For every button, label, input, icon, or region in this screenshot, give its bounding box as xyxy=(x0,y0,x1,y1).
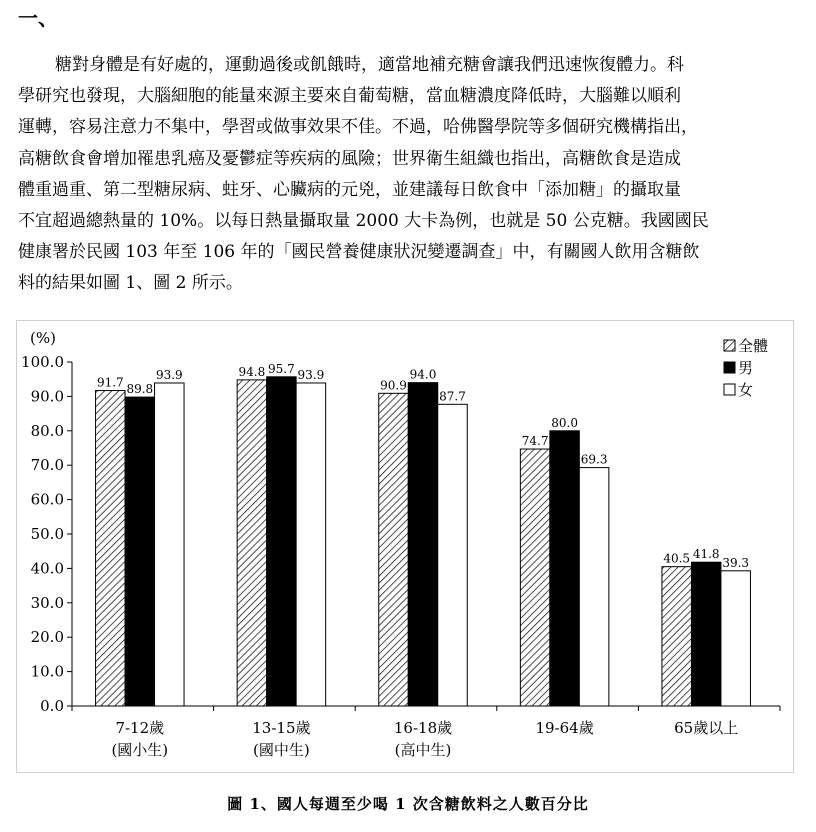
legend-swatch xyxy=(724,340,735,351)
y-tick-label: 70.0 xyxy=(30,456,64,475)
data-label: 40.5 xyxy=(663,551,691,566)
y-tick-label: 0.0 xyxy=(40,697,64,715)
legend-swatch xyxy=(724,362,735,373)
y-tick-label: 80.0 xyxy=(30,421,64,440)
x-tick-label: 65歲以上 xyxy=(674,719,739,737)
data-label: 93.9 xyxy=(297,367,325,382)
data-label: 94.8 xyxy=(238,364,266,379)
x-tick-label: 13-15歲 xyxy=(252,719,311,737)
x-tick-label: 19-64歲 xyxy=(535,719,594,737)
bar-男 xyxy=(125,397,155,706)
y-tick-label: 90.0 xyxy=(30,387,64,406)
y-tick-label: 10.0 xyxy=(30,662,64,681)
legend-label: 女 xyxy=(738,381,754,399)
paragraph-line: 體重過重、第二型糖尿病、蛀牙、心臟病的元兇，並建議每日飲食中「添加糖」的攝取量 xyxy=(18,179,681,200)
legend-label: 男 xyxy=(738,359,754,377)
bar-男 xyxy=(267,377,297,706)
data-label: 74.7 xyxy=(521,434,549,449)
data-label: 39.3 xyxy=(722,555,750,570)
x-tick-label: 7-12歲 xyxy=(115,719,165,737)
paragraph-line: 高糖飲食會增加罹患乳癌及憂鬱症等疾病的風險；世界衛生組織也指出，高糖飲食是造成 xyxy=(18,148,681,169)
paragraph-line: 學研究也發現，大腦細胞的能量來源主要來自葡萄糖，當血糖濃度降低時，大腦難以順利 xyxy=(18,86,681,107)
data-label: 69.3 xyxy=(580,452,608,467)
figure-caption: 圖 1、國人每週至少喝 1 次含糖飲料之人數百分比 xyxy=(227,795,589,813)
bar-女 xyxy=(438,404,468,706)
legend-label: 全體 xyxy=(738,337,769,355)
bar-女 xyxy=(579,468,609,706)
x-tick-label: 16-18歲 xyxy=(393,719,453,737)
data-label: 93.9 xyxy=(155,367,183,382)
bar-男 xyxy=(550,431,580,706)
y-tick-label: 100.0 xyxy=(21,353,64,371)
y-tick-label: 30.0 xyxy=(30,593,64,612)
y-axis-label: (%) xyxy=(30,329,56,347)
bar-女 xyxy=(296,383,326,706)
x-tick-label-sub: (國中生) xyxy=(253,741,310,759)
data-label: 94.0 xyxy=(409,367,437,382)
bar-全體 xyxy=(379,393,409,706)
x-tick-label-sub: (國小生) xyxy=(111,741,169,759)
data-label: 41.8 xyxy=(692,547,720,562)
section-heading: 一、 xyxy=(18,6,58,30)
bar-女 xyxy=(721,571,751,706)
data-label: 89.8 xyxy=(126,382,154,397)
bar-女 xyxy=(155,383,185,706)
y-tick-label: 40.0 xyxy=(30,559,64,578)
bar-全體 xyxy=(96,391,126,706)
bar-全體 xyxy=(237,380,267,706)
data-label: 80.0 xyxy=(551,415,578,430)
paragraph-line: 健康署於民國 103 年至 106 年的「國民營養健康狀況變遷調查」中，有關國人飲用含糖飲 xyxy=(18,242,700,263)
bar-全體 xyxy=(520,449,550,706)
y-tick-label: 20.0 xyxy=(30,628,64,647)
paragraph-line: 糖對身體是有好處的，運動過後或飢餓時，適當地補充糖會讓我們迅速恢復體力。科 xyxy=(55,55,684,75)
data-label: 91.7 xyxy=(96,375,124,390)
x-tick-label-sub: (高中生) xyxy=(394,741,452,759)
data-label: 87.7 xyxy=(439,389,466,404)
bar-男 xyxy=(408,383,438,706)
y-tick-label: 50.0 xyxy=(30,525,64,543)
y-tick-label: 60.0 xyxy=(30,490,64,509)
paragraph-line: 運轉，容易注意力不集中，學習或做事效果不佳。不過，哈佛醫學院等多個研究機構指出， xyxy=(18,117,698,138)
data-label: 95.7 xyxy=(268,361,295,376)
paragraph-line: 不宜超過總熱量的 10%。以每日熱量攝取量 2000 大卡為例，也就是 50 公克糖。我國國民 xyxy=(18,211,709,232)
data-label: 90.9 xyxy=(380,378,407,393)
bar-全體 xyxy=(662,567,692,706)
bar-男 xyxy=(691,562,721,706)
legend-swatch xyxy=(724,384,735,395)
paragraph-line: 料的結果如圖 1、圖 2 所示。 xyxy=(18,273,243,294)
